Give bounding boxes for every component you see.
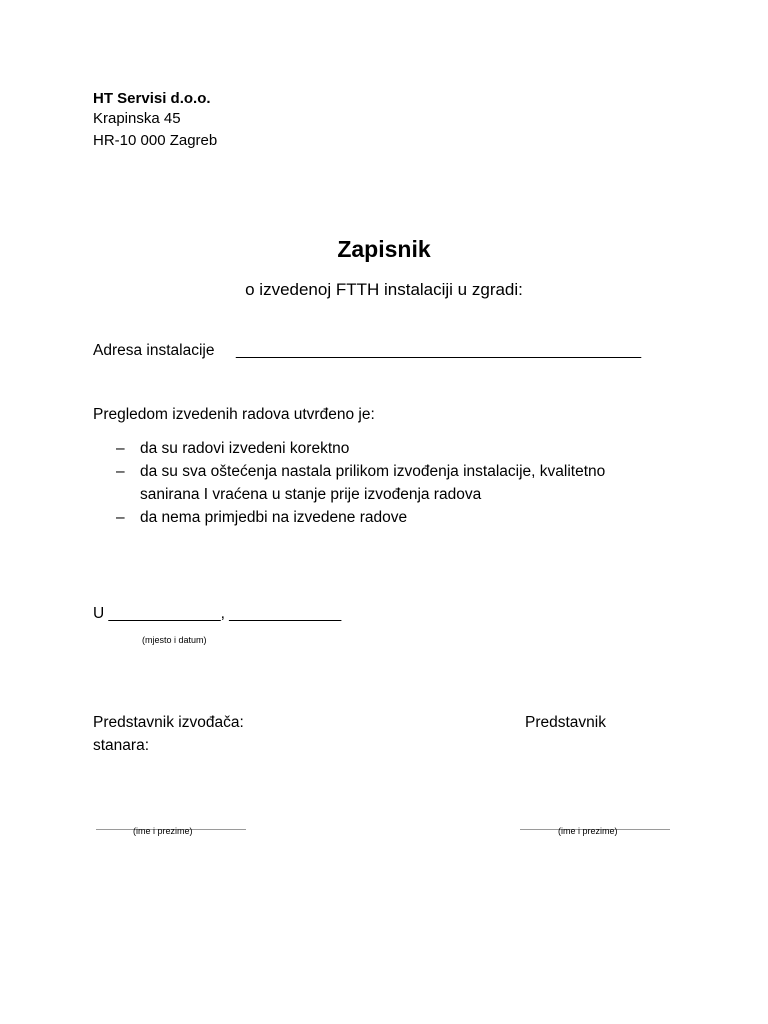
document-subtitle: o izvedenoj FTTH instalaciji u zgradi: bbox=[245, 280, 523, 299]
list-item-text: da nema primjedbi na izvedene radove bbox=[140, 509, 408, 526]
list-item-continuation: sanirana I vraćena u stanje prije izvođenja radova bbox=[140, 486, 482, 503]
company-street: Krapinska 45 bbox=[93, 110, 181, 127]
address-label: Adresa instalacije bbox=[93, 342, 215, 359]
list-item-text: da su radovi izvedeni korektno bbox=[140, 440, 350, 457]
company-city: HR-10 000 Zagreb bbox=[93, 132, 218, 149]
list-item bbox=[0, 508, 768, 527]
list-item-text: da su sva oštećenja nastala prilikom izvođenja instalacije, kvalitetno bbox=[140, 463, 606, 480]
company-name: HT Servisi d.o.o. bbox=[93, 90, 211, 107]
bullet-dash: – bbox=[116, 440, 125, 457]
place-date-line[interactable]: U _____________, _____________ bbox=[93, 605, 342, 622]
place-date-caption: (mjesto i datum) bbox=[142, 635, 207, 645]
bullet-dash: – bbox=[116, 463, 125, 480]
findings-intro: Pregledom izvedenih radova utvrđeno je: bbox=[93, 406, 375, 423]
list-item bbox=[0, 439, 768, 458]
list-item bbox=[0, 462, 768, 481]
contractor-representative-label: Predstavnik izvođača: bbox=[93, 714, 244, 731]
address-blank-line[interactable]: _______________________________________________ bbox=[236, 342, 642, 359]
bullet-dash: – bbox=[116, 509, 125, 526]
tenants-representative-label-continuation: stanara: bbox=[93, 737, 150, 754]
document-title: Zapisnik bbox=[337, 236, 431, 262]
tenants-representative-label: Predstavnik bbox=[525, 714, 606, 731]
right-signature-caption: (ime i prezime) bbox=[558, 826, 618, 836]
left-signature-caption: (ime i prezime) bbox=[133, 826, 193, 836]
